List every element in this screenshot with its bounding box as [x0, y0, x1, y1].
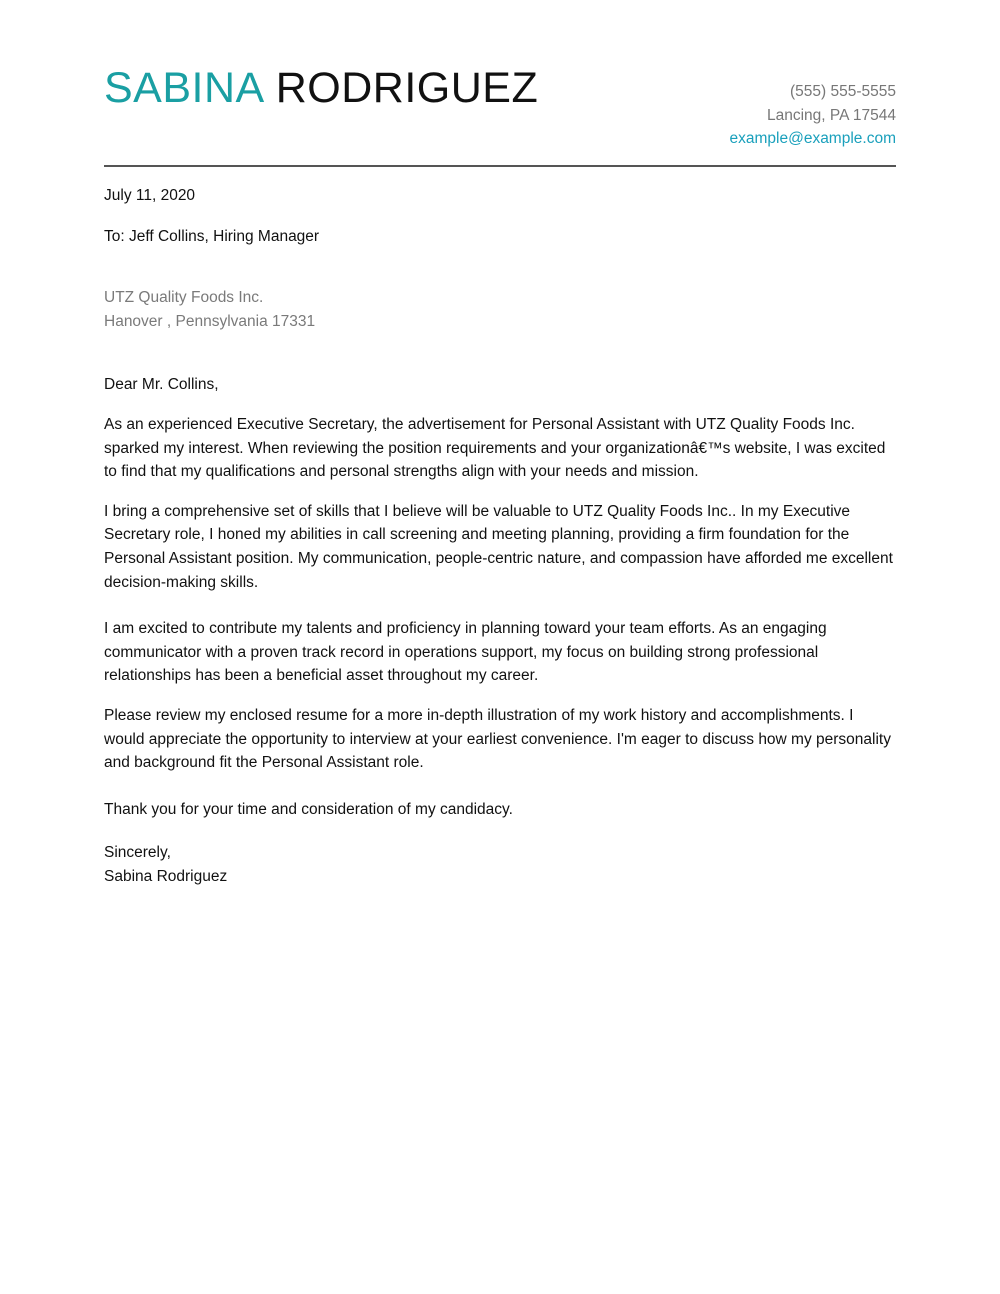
company-address — [104, 286, 896, 333]
signature-name: Sabina Rodriguez — [104, 867, 228, 885]
company-location: Hanover , Pennsylvania 17331 — [104, 312, 316, 330]
contact-block — [730, 80, 897, 151]
body-paragraph: I am excited to contribute my talents and proficiency in planning toward your team efforts. As an engaging communicator with a proven track record in operations support, my focus on building strong professional relationships has been a beneficial asset throughout my career. — [104, 620, 827, 685]
closing-line: Thank you for your time and consideration of my candidacy. — [104, 800, 513, 818]
signoff-block — [104, 841, 896, 888]
body-paragraph: I bring a comprehensive set of skills that I believe will be valuable to UTZ Quality Foods Inc.. In my Executive Secretary role, I honed my abilities in call screening and meeting planning, providing a firm foundation for the Personal Assistant position. My communication, people-centric nature, and compassion have afforded me excellent decision-making skills. — [104, 502, 893, 591]
applicant-name — [104, 60, 538, 116]
last-name: RODRIGUEZ — [275, 64, 539, 112]
header-divider — [104, 165, 896, 167]
company-name: UTZ Quality Foods Inc. — [104, 289, 264, 307]
salutation: Dear Mr. Collins, — [104, 376, 219, 394]
recipient-line: To: Jeff Collins, Hiring Manager — [104, 227, 320, 245]
letter-body — [104, 184, 896, 888]
letter-header — [104, 0, 896, 167]
body-paragraph: As an experienced Executive Secretary, the advertisement for Personal Assistant with UTZ Quality Foods Inc. sparked my interest. When reviewing the position requirements and your organizationâ€™s website, I was excited to find that my qualifications and personal strengths align with your needs and mission. — [104, 415, 886, 481]
body-paragraph: Please review my enclosed resume for a more in-depth illustration of my work history and accomplishments. I would appreciate the opportunity to interview at your earliest convenience. I'm eager to discuss how my personality and background fit the Personal Assistant role. — [104, 706, 891, 772]
first-name: SABINA — [104, 64, 265, 112]
email-link[interactable]: example@example.com — [729, 130, 896, 147]
letter-date: July 11, 2020 — [104, 187, 196, 204]
location: Lancing, PA 17544 — [767, 106, 896, 124]
phone-number: (555) 555-5555 — [790, 83, 896, 100]
signoff: Sincerely, — [104, 844, 171, 862]
